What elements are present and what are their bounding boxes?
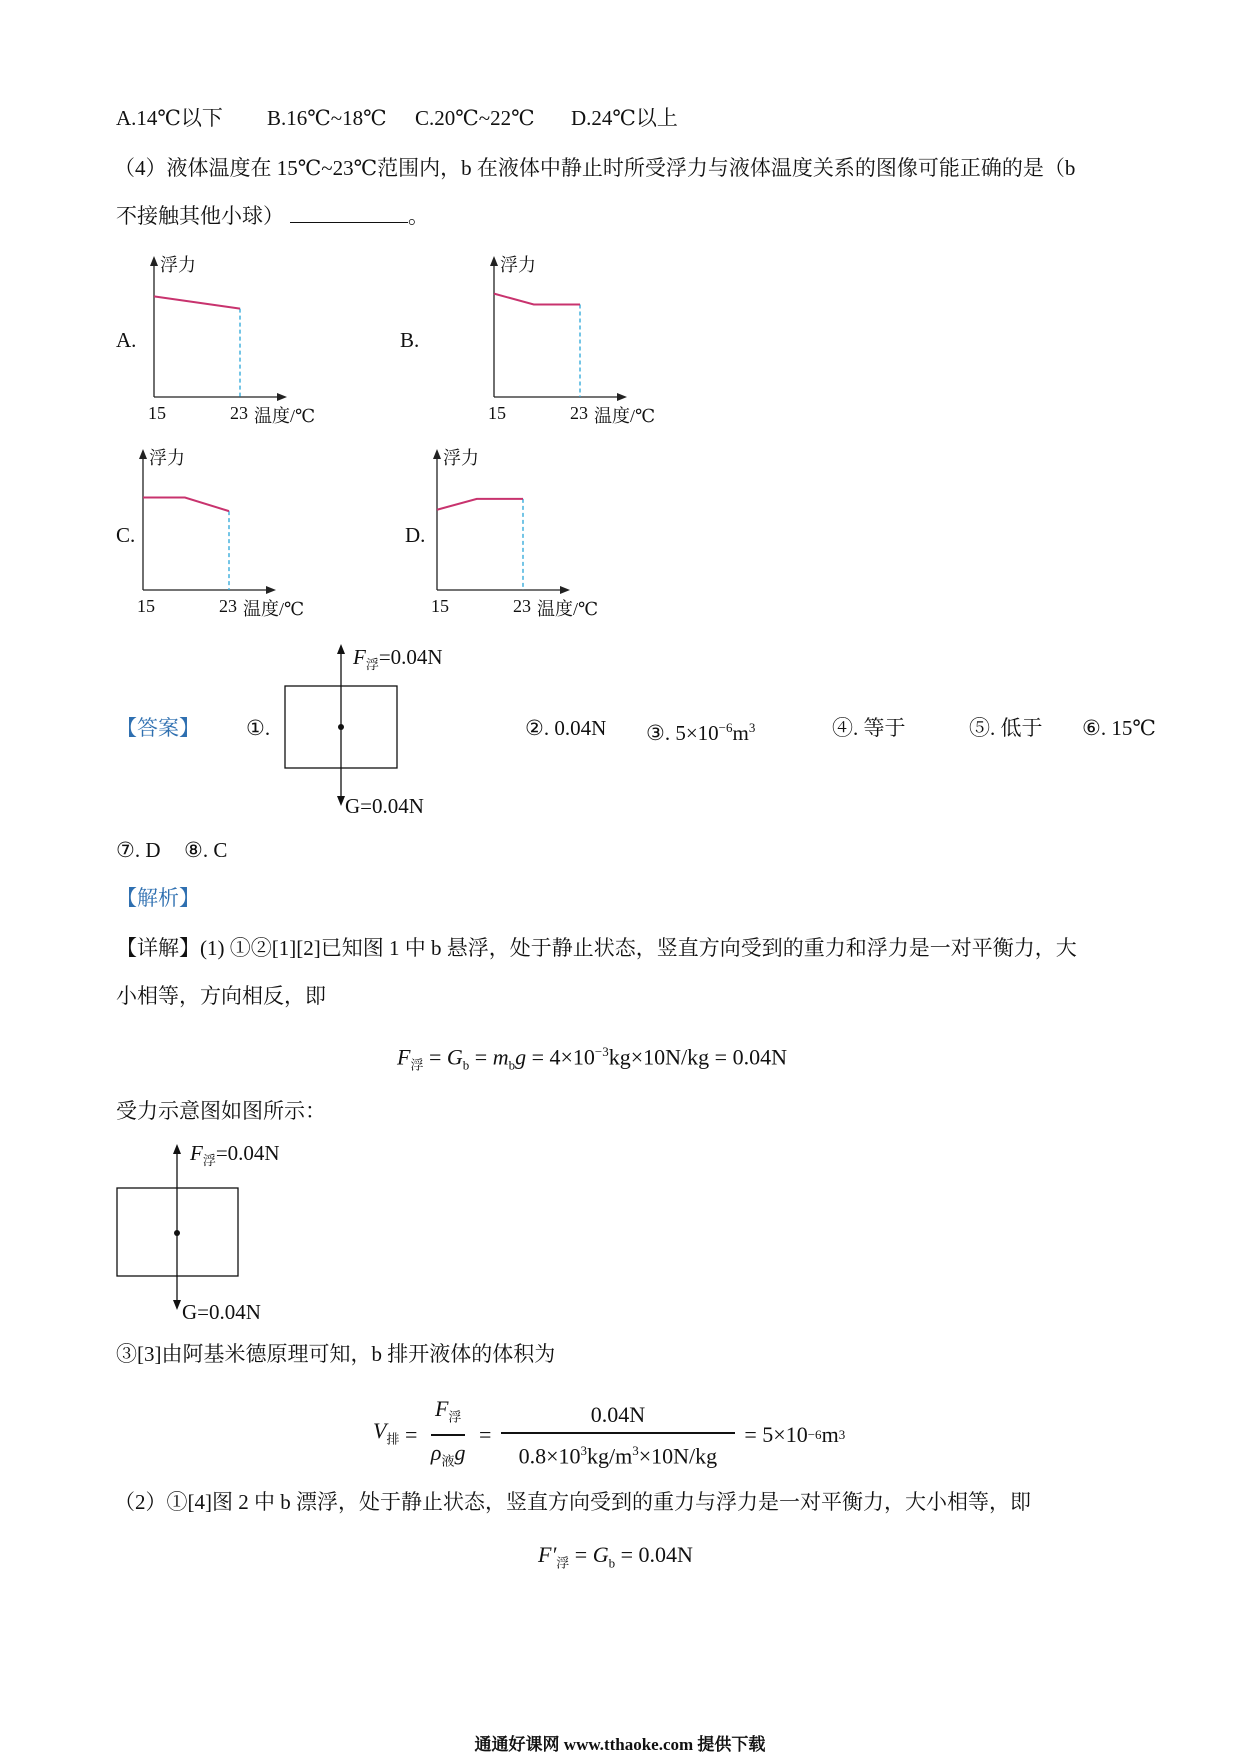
option-d: D.24℃以上 [571,106,678,130]
diagram-down-label: G=0.04N [182,1300,261,1324]
f1-Fsub: 浮 [410,1057,424,1073]
arrow-head-up-icon [337,644,345,654]
arrow-head-up-icon [173,1144,181,1154]
x-axis-arrow-icon [277,393,287,401]
graph-a-label: A. [116,328,137,352]
graph-b [474,247,694,427]
question4-line2 [116,204,429,228]
x-axis-label: 温度/℃ [243,599,305,619]
f1-exp: −3 [594,1044,609,1059]
x-tick-start: 15 [431,596,449,616]
x-tick-end: 23 [230,403,248,423]
y-axis-label: 浮力 [500,255,536,275]
x-axis-label: 温度/℃ [594,406,656,426]
option-b: B.16℃~18℃ [267,106,387,130]
x-tick-start: 15 [488,403,506,423]
force-up-label [353,645,443,677]
f3-F: F′ [538,1542,557,1567]
buoyancy-curve [154,296,240,308]
y-axis-label: 浮力 [443,448,479,468]
f1-Gsub: b [462,1057,470,1073]
f1-g: g [515,1044,527,1070]
analysis-line4: （2）①[4]图 2 中 b 漂浮，处于静止状态，竖直方向受到的重力与浮力是一对平衡力，大小相等，即 [114,1490,1031,1514]
f2-den2a: 0.8×10 [518,1443,581,1469]
f2-result-unit-exp: 3 [838,1427,846,1443]
graph-a [134,247,354,427]
force-up-value: =0.04N [378,645,443,669]
f1-rest2: kg×10N/kg = 0.04N [608,1044,787,1070]
x-axis-label: 温度/℃ [254,406,316,426]
f2-den1: ρ [430,1440,442,1466]
f2-fraction1 [427,1395,470,1476]
analysis-line3: ③[3]由阿基米德原理可知，b 排开液体的体积为 [116,1342,556,1366]
force-up-symbol: F [353,645,366,669]
f2-result: = 5×10 [738,1422,808,1448]
f1-F: F [397,1044,411,1070]
f2-num1: F [434,1396,449,1421]
answer-7: ⑦. D [116,838,161,862]
y-axis-arrow-icon [139,449,147,459]
f3-G: G [592,1542,609,1567]
f2-num2: 0.04N [501,1401,735,1434]
graph-c-label: C. [116,523,136,547]
x-axis-arrow-icon [266,586,276,594]
answer-3-value: 5×10 [675,721,719,745]
answer-3 [646,716,755,745]
formula-float [538,1543,693,1575]
f2-den1g: g [454,1440,466,1466]
diagram-up-label [190,1141,280,1173]
f2-den2exp: 3 [580,1442,588,1458]
f3-rest: = 0.04N [615,1542,693,1567]
graph-c [123,440,343,620]
f2-num1sub: 浮 [448,1409,462,1425]
f2-Vsub: 排 [386,1431,400,1447]
answer-8: ⑧. C [184,838,228,862]
graph-d [417,440,637,620]
y-axis-label: 浮力 [160,255,196,275]
y-axis-arrow-icon [150,256,158,266]
option-c: C.20℃~22℃ [415,106,535,130]
f3-Fsub: 浮 [556,1555,570,1571]
answer-heading: 【答案】 [116,716,200,740]
x-axis-label: 温度/℃ [537,599,599,619]
answer-5: ⑤. 低于 [969,716,1043,740]
f2-den1sub: 液 [441,1453,455,1469]
y-axis-label: 浮力 [149,448,185,468]
x-axis-arrow-icon [617,393,627,401]
force-up-sub: 浮 [365,657,379,673]
f3-Gsub: b [608,1555,616,1571]
question4-line2-end: 。 [408,204,429,228]
buoyancy-curve [494,294,580,305]
arrow-head-down-icon [337,796,345,806]
x-tick-end: 23 [513,596,531,616]
f2-result-exp: −6 [807,1427,822,1443]
f1-G: G [446,1044,463,1070]
detail-line2: 小相等，方向相反，即 [116,984,326,1008]
formula-volume [373,1395,845,1476]
f2-eq: = [399,1422,423,1448]
f1-rest1: = 4×10 [526,1044,595,1070]
f2-den2b: kg/m [587,1443,633,1469]
y-axis-arrow-icon [433,449,441,459]
answer-1: ①. [246,716,271,740]
f3-eq1: = [569,1542,593,1567]
x-tick-end: 23 [570,403,588,423]
x-tick-start: 15 [137,596,155,616]
f2-den2c: ×10N/kg [638,1443,718,1469]
graph-d-label: D. [405,523,426,547]
y-axis-arrow-icon [490,256,498,266]
f1-msub: b [508,1057,516,1073]
f1-eq2: = [469,1044,493,1070]
x-tick-end: 23 [219,596,237,616]
f2-V: V [373,1418,387,1444]
x-tick-start: 15 [148,403,166,423]
answer-3-unit-exp: 3 [748,720,756,735]
graph-b-label: B. [400,328,420,352]
answer-6: ⑥. 15℃ [1082,716,1156,740]
buoyancy-curve [143,498,229,512]
detail-line1: 【详解】(1) ①②[1][2]已知图 1 中 b 悬浮，处于静止状态，竖直方向受到的重力和浮力是一对平衡力，大 [116,936,1077,960]
f2-fraction2 [501,1401,735,1470]
option-a: A.14℃以下 [116,106,223,130]
formula-buoyancy [397,1040,787,1078]
arrow-head-down-icon [173,1300,181,1310]
question4-line1: （4）液体温度在 15℃~23℃范围内，b 在液体中静止时所受浮力与液体温度关系的图像可能正确的是（b [114,156,1076,180]
question4-line2-text: 不接触其他小球） [116,204,284,228]
f2-den2exp2: 3 [632,1442,639,1458]
center-dot [338,724,344,730]
x-axis-arrow-icon [560,586,570,594]
answer-2: ②. 0.04N [525,716,607,740]
answer-3-unit: m [732,721,749,745]
f2-eq2: = [473,1422,497,1448]
diagram-caption: 受力示意图如图所示： [116,1099,326,1123]
answer-3-prefix: ③. [646,721,671,745]
answer-blank [290,204,408,223]
diagram-up-sub: 浮 [202,1153,216,1169]
f1-m: m [492,1044,509,1070]
center-dot [174,1230,180,1236]
analysis-heading: 【解析】 [116,886,200,910]
f2-result-unit: m [821,1422,839,1448]
f1-eq1: = [423,1044,447,1070]
answer-4: ④. 等于 [832,716,906,740]
force-down-label: G=0.04N [345,794,424,818]
buoyancy-curve [437,499,523,510]
diagram-up-symbol: F [190,1141,203,1165]
answer-3-exp: −6 [718,720,733,735]
diagram-up-value: =0.04N [215,1141,280,1165]
footer-watermark: 通通好课网 www.tthaoke.com 提供下载 [474,1735,766,1754]
